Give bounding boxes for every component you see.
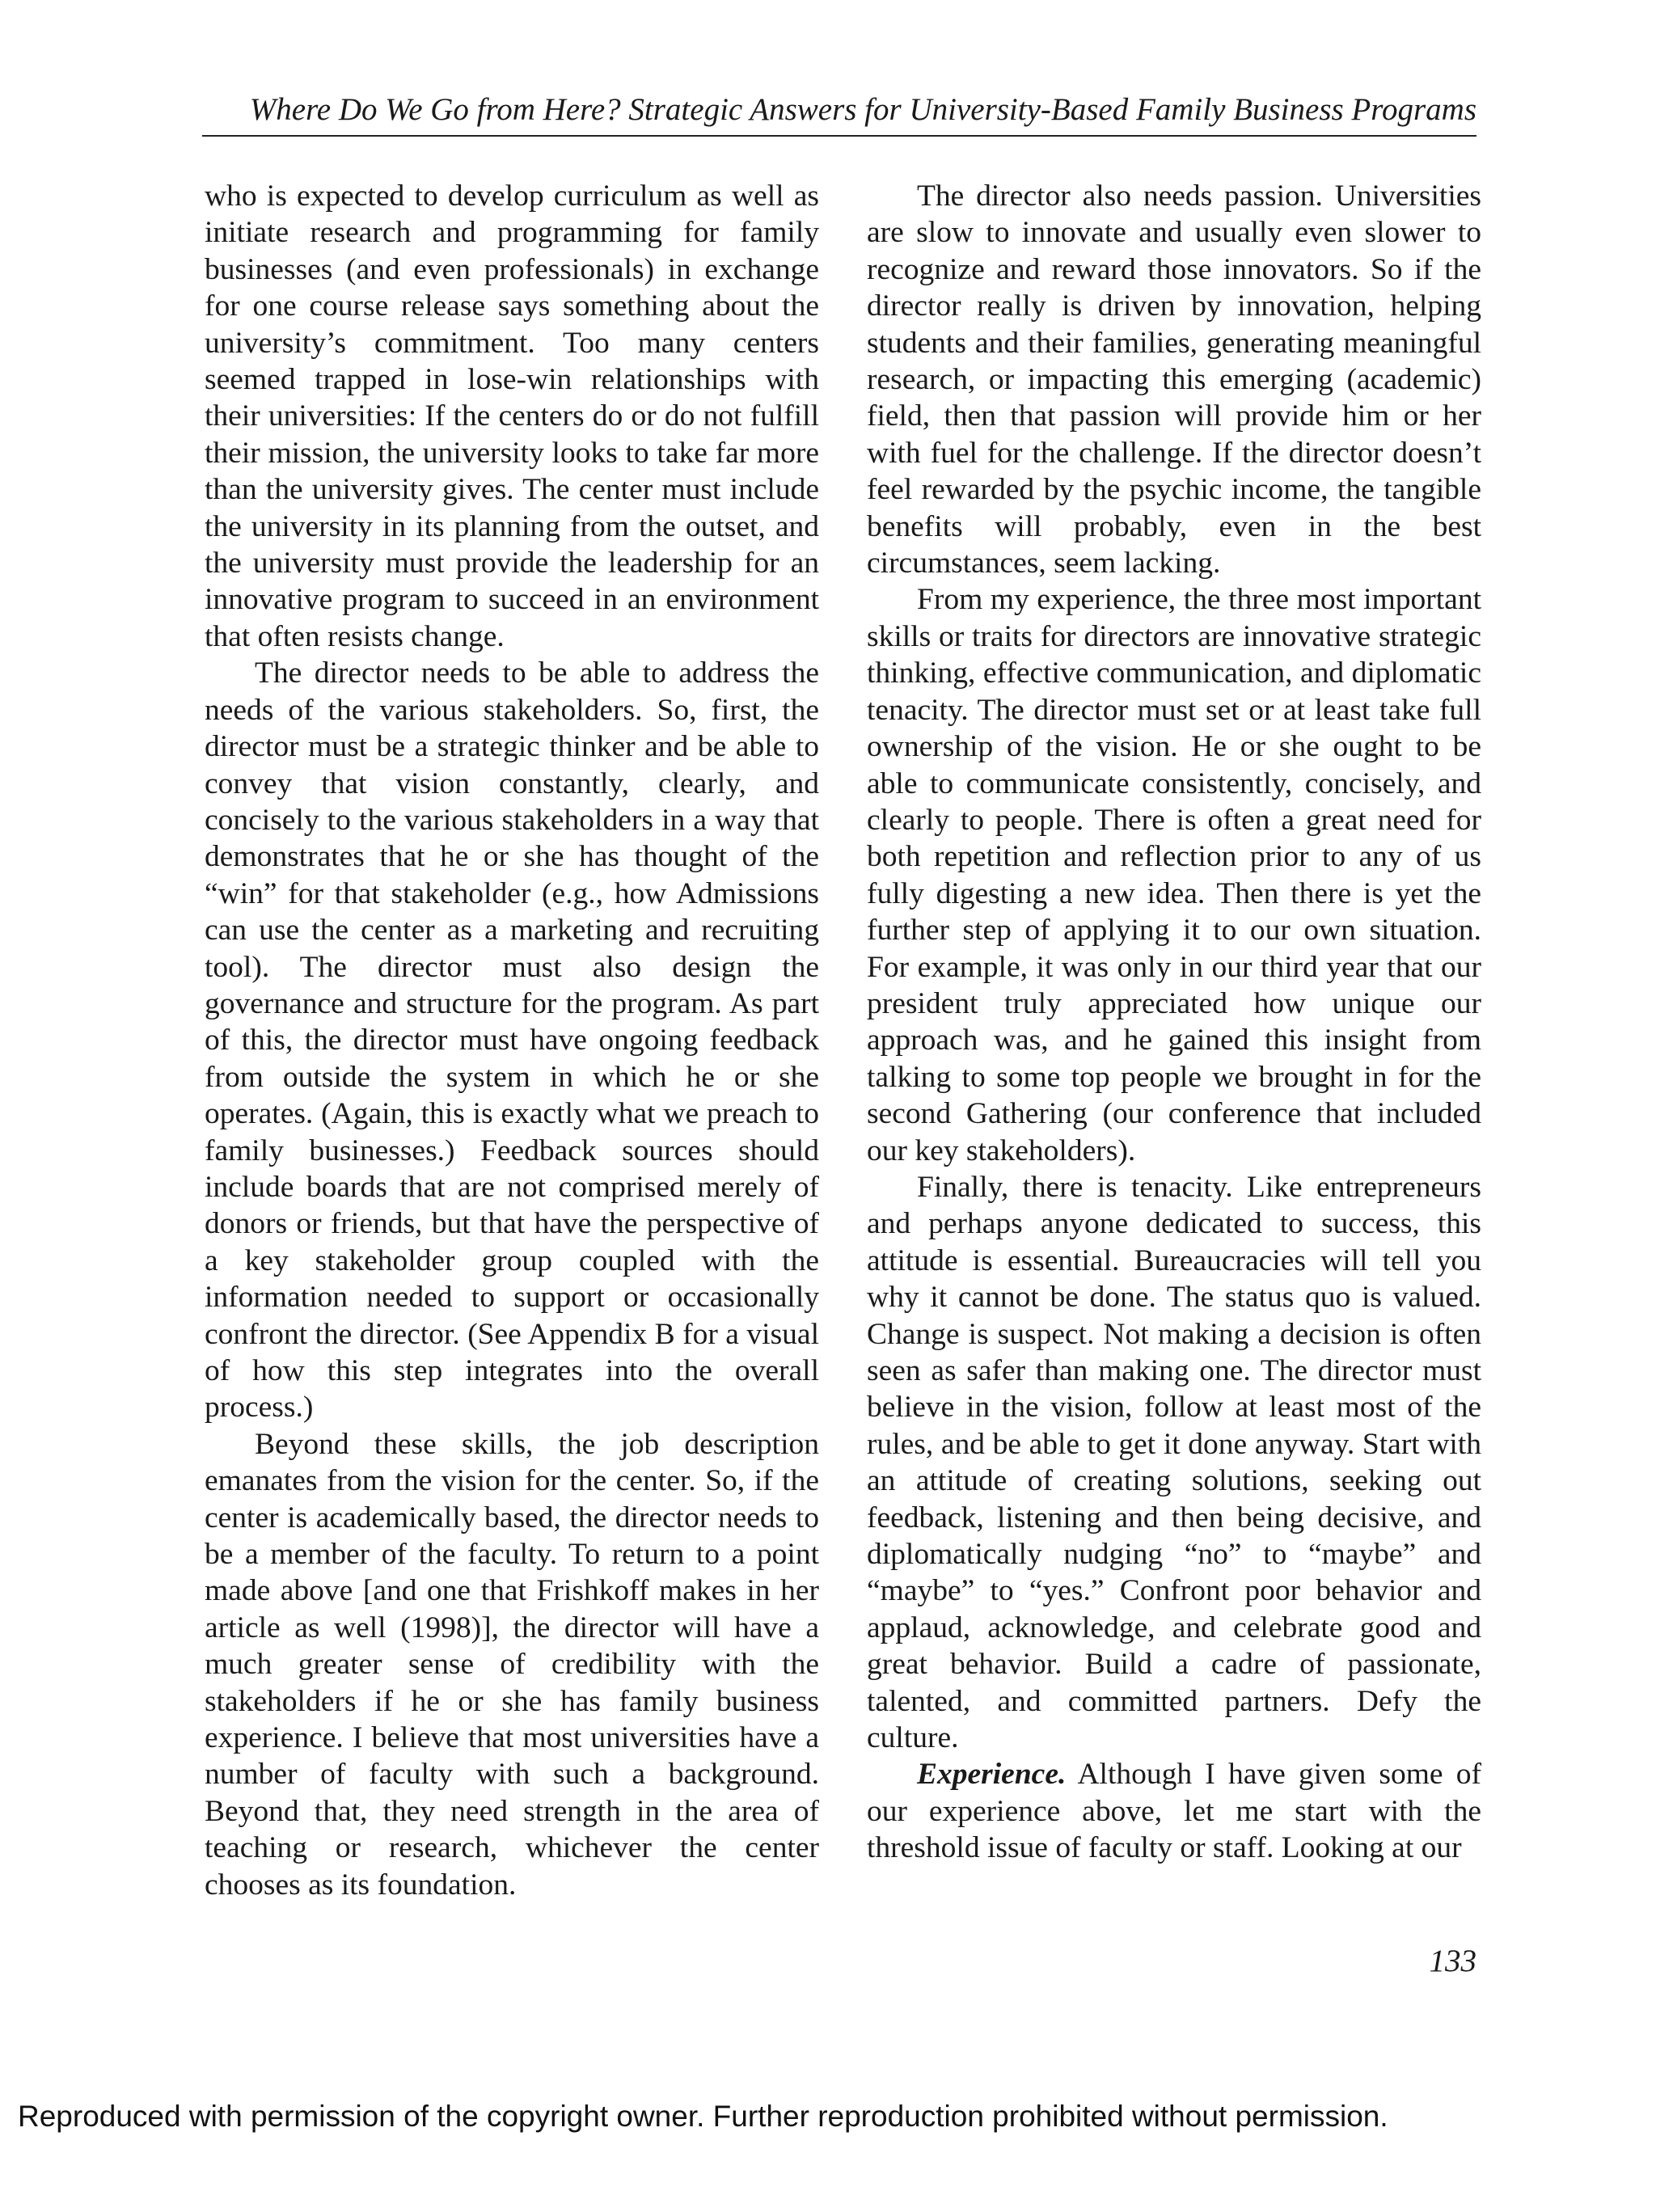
paragraph: The director needs to be able to address the needs of the various stakeholders. So, first, the director must be a strategic thinker and be able to convey that vision constantly, clearly, and concisely to the various stakeholders in a way that demonstrates that he or she has thought of the “win” for that stakeholder (e.g., how Admissions can use the center as a marketing and recruiting tool). The director must also design the governance and structure for the program. As part of this, the director must have ongoing feedback from outside the system in which he or she operates. (Again, this is exactly what we preach to family businesses.) Feedback sources should include boards that are not comprised merely of donors or friends, but that have the perspective of a key stakeholder group coupled with the information needed to support or occasionally confront the director. (See Appendix B for a visual of how this step integrates into the overall process.) <box>205 656 819 1425</box>
right-column <box>867 178 1481 1867</box>
paragraph: Beyond these skills, the job description emanates from the vision for the center. So, if the center is academically based, the director needs to be a member of the faculty. To return to a point made above [and one that Frishkoff makes in her article as well (1998)], the director will have a much greater sense of credibility with the stakeholders if he or she has family business experience. I believe that most universities have a number of faculty with such a background. Beyond that, they need strength in the area of teaching or research, whichever the center chooses as its foundation. <box>205 1427 819 1902</box>
running-head: Where Do We Go from Here? Strategic Answers for University-Based Family Business Programs <box>249 92 1476 127</box>
page-number: 133 <box>1429 1944 1476 1978</box>
paragraph: From my experience, the three most important skills or traits for directors are innovative strategic thinking, effective communication, and diplomatic tenacity. The director must set or at least take full ownership of the vision. He or she ought to be able to communicate consistently, concisely, and clearly to people. There is often a great need for both repetition and reflection prior to any of us fully digesting a new idea. Then there is yet the further step of applying it to our own situation. For example, it was only in our third year that our president truly appreciated how unique our approach was, and he gained this insight from talking to some top people we brought in for the second Gathering (our conference that included our key stakeholders). <box>867 583 1481 1167</box>
header-rule <box>202 135 1476 137</box>
left-column <box>205 178 819 1903</box>
permission-notice: Reproduced with permission of the copyright owner. Further reproduction prohibited without permission. <box>18 2100 1388 2133</box>
run-in-heading: Experience. <box>917 1758 1067 1792</box>
paragraph-text: Although I have given some of our experience above, let me start with the threshold issue of faculty or staff. Looking at our <box>867 1758 1481 1865</box>
paragraph: Finally, there is tenacity. Like entrepreneurs and perhaps anyone dedicated to success, this attitude is essential. Bureaucracies will tell you why it cannot be done. The status quo is valued. Change is suspect. Not making a decision is often seen as safer than making one. The director must believe in the vision, follow at least most of the rules, and be able to get it done anyway. Start with an attitude of creating solutions, seeking out feedback, listening and then being decisive, and diplomatically nudging “no” to “maybe” and “maybe” to “yes.” Confront poor behavior and applaud, acknowledge, and celebrate good and great behavior. Build a cadre of passionate, talented, and committed partners. Defy the culture. <box>867 1170 1481 1755</box>
paragraph: The director also needs passion. Universities are slow to innovate and usually even slower to recognize and reward those innovators. So if the director really is driven by innovation, helping students and their families, generating meaningful research, or impacting this emerging (academic) field, then that passion will provide him or her with fuel for the challenge. If the director doesn’t feel rewarded by the psychic income, the tangible benefits will probably, even in the best circumstances, seem lacking. <box>867 179 1481 580</box>
paragraph-experience <box>867 1756 1481 1866</box>
paragraph: who is expected to develop curriculum as well as initiate research and programming for family businesses (and even professionals) in exchange for one course release says something about the university’s commitment. Too many centers seemed trapped in lose-win relationships with their universities: If the centers do or do not fulfill their mission, the university looks to take far more than the university gives. The center must include the university in its planning from the outset, and the university must provide the leadership for an innovative program to succeed in an environment that often resists change. <box>205 179 819 653</box>
